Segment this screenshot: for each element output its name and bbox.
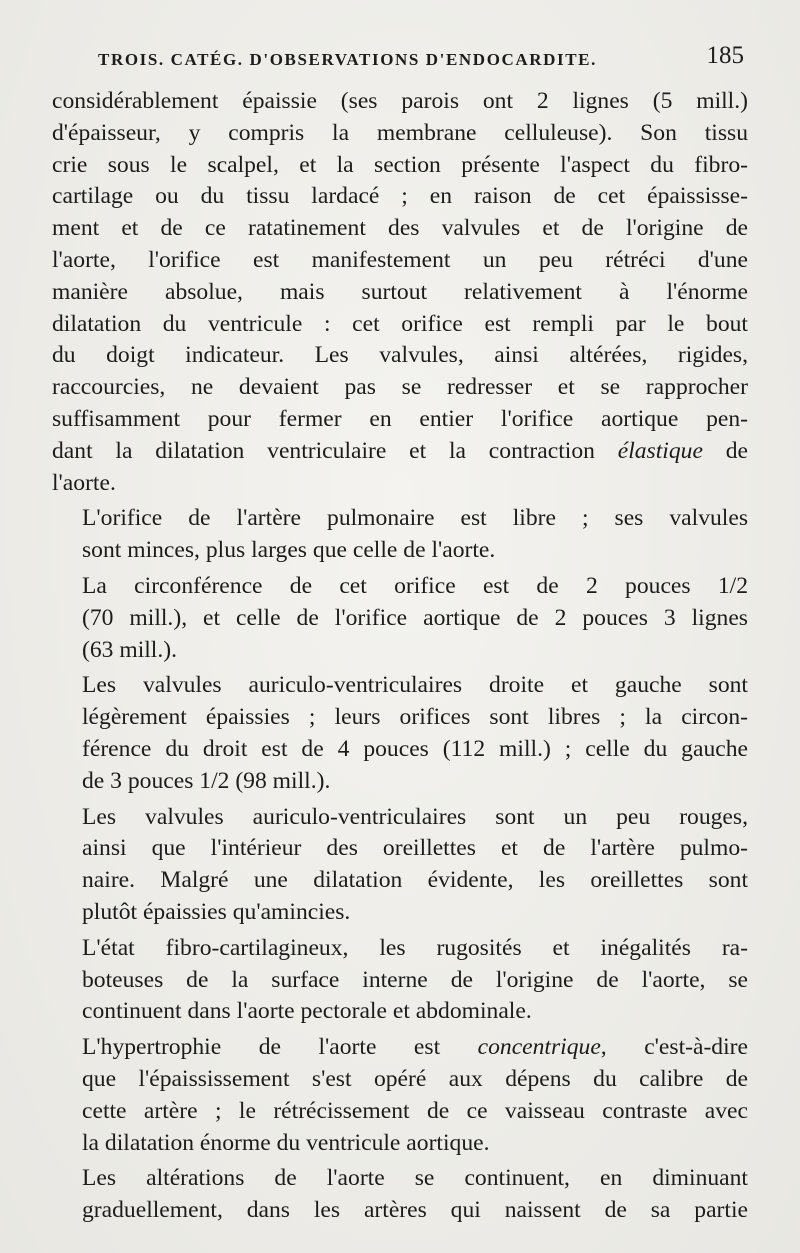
page-number: 185	[706, 42, 744, 69]
text-line: d'épaisseur, y compris la membrane celluleuse). Son tissu	[52, 119, 748, 146]
text-line: (63 mill.).	[82, 636, 178, 663]
text-line: Les valvules auriculo-ventriculaires sont un peu rouges,	[82, 803, 748, 830]
text-line: considérablement épaissie (ses parois ont 2 lignes (5 mill.)	[52, 88, 748, 114]
text-line: du doigt indicateur. Les valvules, ainsi altérées, rigides,	[52, 342, 748, 369]
paragraph	[52, 503, 748, 567]
text-line: dant la dilatation ventriculaire et la contraction élastique de	[52, 437, 748, 464]
paragraph	[52, 933, 748, 1028]
text-line: plutôt épaissies qu'amincies.	[82, 898, 351, 925]
paragraph	[52, 571, 748, 666]
text-line: suffisamment pour fermer en entier l'orifice aortique pen-	[52, 405, 748, 432]
text-line: que l'épaississement s'est opéré aux dépens du calibre de	[82, 1065, 748, 1092]
text-line: boteuses de la surface interne de l'origine de l'aorte, se	[82, 966, 748, 993]
text-line: de 3 pouces 1/2 (98 mill.).	[82, 767, 331, 794]
paragraph	[52, 670, 748, 797]
paragraph	[52, 86, 748, 499]
text-line: raccourcies, ne devaient pas se redresser et se rapprocher	[52, 374, 748, 401]
text-line: L'orifice de l'artère pulmonaire est libre ; ses valvules	[82, 505, 748, 532]
italic-word: élastique	[617, 437, 703, 464]
text-line: (70 mill.), et celle de l'orifice aortique de 2 pouces 3 lignes	[82, 604, 748, 631]
paragraph	[52, 802, 748, 929]
page-body	[52, 86, 748, 1231]
text-line: dilatation du ventricule : cet orifice est rempli par le bout	[52, 310, 748, 337]
text-line: légèrement épaissies ; leurs orifices sont libres ; la circon-	[82, 704, 748, 731]
text-line: L'état fibro-cartilagineux, les rugosités et inégalités ra-	[82, 934, 748, 961]
text-line: férence du droit est de 4 pouces (112 mill.) ; celle du gauche	[82, 735, 748, 762]
text-line: l'aorte.	[52, 469, 116, 496]
text-line: sont minces, plus larges que celle de l'aorte.	[82, 537, 496, 564]
running-title: TROIS. CATÉG. D'OBSERVATIONS D'ENDOCARDITE.	[98, 50, 597, 69]
text-line: Les valvules auriculo-ventriculaires droite et gauche sont	[82, 672, 748, 699]
text-line: ainsi que l'intérieur des oreillettes et de l'artère pulmo-	[82, 835, 748, 862]
text-line: graduellement, dans les artères qui naissent de sa partie	[82, 1197, 748, 1224]
text-line: ment et de ce ratatinement des valvules et de l'origine de	[52, 215, 748, 242]
text-line: manière absolue, mais surtout relativement à l'énorme	[52, 278, 748, 305]
text-line: l'aorte, l'orifice est manifestement un peu rétréci d'une	[52, 246, 748, 273]
text-line: cartilage ou du tissu lardacé ; en raison de cet épaississe-	[52, 183, 748, 210]
text-line: la dilatation énorme du ventricule aortique.	[82, 1129, 490, 1156]
text-line: crie sous le scalpel, et la section présente l'aspect du fibro-	[52, 151, 748, 178]
italic-word: concentrique	[477, 1034, 601, 1061]
text-line: L'hypertrophie de l'aorte est concentrique, c'est-à-dire	[82, 1034, 748, 1061]
paragraph	[52, 1032, 748, 1159]
text-line: La circonférence de cet orifice est de 2 pouces 1/2	[82, 572, 748, 599]
paragraph	[52, 1163, 748, 1227]
text-line: continuent dans l'aorte pectorale et abdominale.	[82, 998, 532, 1025]
running-head	[52, 40, 748, 76]
text-line: cette artère ; le rétrécissement de ce vaisseau contraste avec	[82, 1097, 748, 1124]
text-line: naire. Malgré une dilatation évidente, les oreillettes sont	[82, 867, 748, 894]
text-line: Les altérations de l'aorte se continuent, en diminuant	[82, 1165, 748, 1192]
